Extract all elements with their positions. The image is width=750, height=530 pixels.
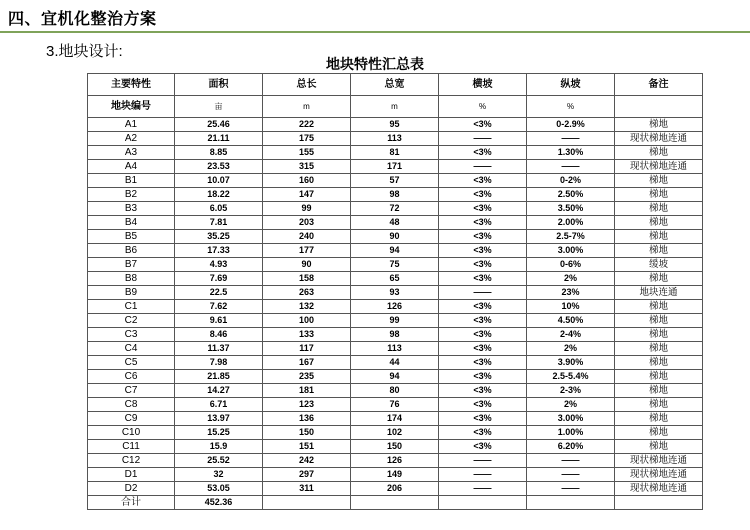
unit-row-cell: % [439, 96, 527, 118]
table-row-cell: 94 [351, 370, 439, 384]
table-row-cell: B2 [88, 188, 175, 202]
table-row-cell: 4.50% [527, 314, 615, 328]
table-row-cell: 现状梯地连通 [615, 132, 703, 146]
table-row [88, 370, 703, 384]
total-row-cell [615, 496, 703, 510]
table-row-cell: A3 [88, 146, 175, 160]
table-row-cell: 3.00% [527, 244, 615, 258]
table-row [88, 468, 703, 482]
header-row-cell: 备注 [615, 74, 703, 96]
table-row-cell: C11 [88, 440, 175, 454]
table-row-cell: 梯地 [615, 440, 703, 454]
table-row-cell: <3% [439, 300, 527, 314]
table-row-cell: 99 [263, 202, 351, 216]
table-row-cell: <3% [439, 328, 527, 342]
table-row-cell: 13.97 [175, 412, 263, 426]
table-title: 地块特性汇总表 [326, 56, 424, 72]
table-row-cell: C7 [88, 384, 175, 398]
table-row-cell: 梯地 [615, 118, 703, 132]
table-row [88, 258, 703, 272]
total-row-cell: 452.36 [175, 496, 263, 510]
table-row-cell: C8 [88, 398, 175, 412]
table-row [88, 146, 703, 160]
table-row-cell: 梯地 [615, 174, 703, 188]
unit-row-cell: % [527, 96, 615, 118]
table-row-cell: <3% [439, 342, 527, 356]
table-row-cell: 2.5-5.4% [527, 370, 615, 384]
table-row-cell: 梯地 [615, 244, 703, 258]
table-row-cell: 3.90% [527, 356, 615, 370]
total-row-cell: 合计 [88, 496, 175, 510]
total-row-cell [527, 496, 615, 510]
table-row-cell: 6.05 [175, 202, 263, 216]
table-row-cell: 11.37 [175, 342, 263, 356]
table-row-cell: <3% [439, 384, 527, 398]
total-row-cell [351, 496, 439, 510]
table-row-cell: 9.61 [175, 314, 263, 328]
table-row-cell: 2% [527, 342, 615, 356]
table-row-cell: 81 [351, 146, 439, 160]
table-row-cell: 2.00% [527, 216, 615, 230]
table-row-cell: 113 [351, 342, 439, 356]
table-row-cell: 126 [351, 454, 439, 468]
table-row-cell: 136 [263, 412, 351, 426]
table-row-cell: B6 [88, 244, 175, 258]
table-row-cell: 90 [263, 258, 351, 272]
table-row-cell: 94 [351, 244, 439, 258]
total-row [88, 496, 703, 510]
table-row [88, 132, 703, 146]
table-row [88, 482, 703, 496]
table-row-cell: 123 [263, 398, 351, 412]
table-row-cell: 171 [351, 160, 439, 174]
table-row-cell: B8 [88, 272, 175, 286]
table-row [88, 328, 703, 342]
table-row-cell: <3% [439, 118, 527, 132]
table-row-cell: 72 [351, 202, 439, 216]
table-row-cell: 113 [351, 132, 439, 146]
table-row-cell: 151 [263, 440, 351, 454]
table-row [88, 230, 703, 244]
table-row-cell: <3% [439, 356, 527, 370]
table-row-cell: 3.00% [527, 412, 615, 426]
table-row-cell: <3% [439, 412, 527, 426]
table-row-cell: 240 [263, 230, 351, 244]
table-row-cell: 90 [351, 230, 439, 244]
table-row-cell: C10 [88, 426, 175, 440]
table-row-cell: 梯地 [615, 384, 703, 398]
table-row [88, 398, 703, 412]
table-row-cell: 53.05 [175, 482, 263, 496]
table-row-cell: 2% [527, 272, 615, 286]
table-row-cell: 98 [351, 328, 439, 342]
table-row [88, 356, 703, 370]
table-row-cell: B4 [88, 216, 175, 230]
table-row-cell: 14.27 [175, 384, 263, 398]
table-row-cell: 1.00% [527, 426, 615, 440]
table-row-cell: 梯地 [615, 342, 703, 356]
table-row-cell: <3% [439, 202, 527, 216]
table-row-cell: 3.50% [527, 202, 615, 216]
table-row-cell: 0-2% [527, 174, 615, 188]
table-row-cell: 311 [263, 482, 351, 496]
table-row-cell: 155 [263, 146, 351, 160]
table-row-cell: 4.93 [175, 258, 263, 272]
table-row-cell: 181 [263, 384, 351, 398]
table-row-cell: 99 [351, 314, 439, 328]
table-row-cell: 15.25 [175, 426, 263, 440]
table-row-cell: 76 [351, 398, 439, 412]
table-row [88, 118, 703, 132]
table-row-cell: 21.85 [175, 370, 263, 384]
table-row [88, 272, 703, 286]
header-divider [0, 31, 750, 33]
table-row-cell: 57 [351, 174, 439, 188]
table-row-cell: 10.07 [175, 174, 263, 188]
table-row-cell: —— [527, 482, 615, 496]
table-row-cell: 1.30% [527, 146, 615, 160]
table-row-cell: 32 [175, 468, 263, 482]
table-row-cell: 0-6% [527, 258, 615, 272]
table-row-cell: 203 [263, 216, 351, 230]
table-row-cell: <3% [439, 146, 527, 160]
unit-row-cell: 亩 [175, 96, 263, 118]
total-row-cell [263, 496, 351, 510]
table-row [88, 300, 703, 314]
table-row-cell: 现状梯地连通 [615, 454, 703, 468]
table-row-cell: —— [439, 468, 527, 482]
table-row-cell: 梯地 [615, 216, 703, 230]
unit-row [88, 96, 703, 118]
table-row-cell: —— [439, 160, 527, 174]
table-row-cell: 75 [351, 258, 439, 272]
table-row-cell: <3% [439, 398, 527, 412]
table-row-cell: 44 [351, 356, 439, 370]
table-row-cell: <3% [439, 188, 527, 202]
table-row-cell: —— [439, 132, 527, 146]
table-row-cell: 65 [351, 272, 439, 286]
table-row-cell: 80 [351, 384, 439, 398]
table-row-cell: 17.33 [175, 244, 263, 258]
table-row-cell: —— [439, 454, 527, 468]
table-row-cell: 147 [263, 188, 351, 202]
table-row-cell: B3 [88, 202, 175, 216]
table-row-cell: —— [527, 132, 615, 146]
table-row [88, 440, 703, 454]
table-row-cell: —— [527, 160, 615, 174]
table-row-cell: 梯地 [615, 230, 703, 244]
table-row-cell: A1 [88, 118, 175, 132]
table-row-cell: <3% [439, 244, 527, 258]
table-row-cell: 167 [263, 356, 351, 370]
table-row-cell: 2.50% [527, 188, 615, 202]
table-row-cell: 100 [263, 314, 351, 328]
table-row-cell: 263 [263, 286, 351, 300]
table-row-cell: B1 [88, 174, 175, 188]
table-row-cell: 315 [263, 160, 351, 174]
table-row-cell: 10% [527, 300, 615, 314]
table-row-cell: 梯地 [615, 300, 703, 314]
table-row-cell: <3% [439, 216, 527, 230]
table-row-cell: 117 [263, 342, 351, 356]
table-row-cell: 7.69 [175, 272, 263, 286]
table-row-cell: 梯地 [615, 398, 703, 412]
table-row-cell: 98 [351, 188, 439, 202]
header-row-cell: 总长 [263, 74, 351, 96]
table-row [88, 202, 703, 216]
table-row-cell: 18.22 [175, 188, 263, 202]
unit-row-cell: m [263, 96, 351, 118]
table-row-cell: 梯地 [615, 202, 703, 216]
unit-row-cell: m [351, 96, 439, 118]
table-row-cell: C9 [88, 412, 175, 426]
table-row-cell: <3% [439, 314, 527, 328]
header-row-cell: 总宽 [351, 74, 439, 96]
table-row-cell: 15.9 [175, 440, 263, 454]
table-row-cell: 梯地 [615, 412, 703, 426]
table-row-cell: C6 [88, 370, 175, 384]
table-row-cell: 8.46 [175, 328, 263, 342]
table-row-cell: B7 [88, 258, 175, 272]
table-row-cell: —— [439, 286, 527, 300]
table-row-cell: D2 [88, 482, 175, 496]
table-row-cell: 22.5 [175, 286, 263, 300]
table-row-cell: 25.52 [175, 454, 263, 468]
table-row [88, 160, 703, 174]
table-row-cell: 132 [263, 300, 351, 314]
header-row [88, 74, 703, 96]
table-row-cell: <3% [439, 370, 527, 384]
table-row-cell: 23% [527, 286, 615, 300]
table-row-cell: 2-3% [527, 384, 615, 398]
table-row-cell: 7.98 [175, 356, 263, 370]
table-row-cell: <3% [439, 440, 527, 454]
table-row [88, 244, 703, 258]
summary-table [87, 73, 703, 510]
header-row-cell: 面积 [175, 74, 263, 96]
table-row [88, 314, 703, 328]
table-row-cell: 177 [263, 244, 351, 258]
table-row-cell: 149 [351, 468, 439, 482]
table-row-cell: <3% [439, 258, 527, 272]
table-row-cell: A4 [88, 160, 175, 174]
table-row-cell: C5 [88, 356, 175, 370]
table-row-cell: 175 [263, 132, 351, 146]
table-row [88, 286, 703, 300]
table-row-cell: 梯地 [615, 272, 703, 286]
table-row-cell: 150 [351, 440, 439, 454]
table-row-cell: B5 [88, 230, 175, 244]
table-row-cell: B9 [88, 286, 175, 300]
table-row-cell: 缓坡 [615, 258, 703, 272]
table-row-cell: 2% [527, 398, 615, 412]
table-row-cell: 35.25 [175, 230, 263, 244]
table-row-cell: 梯地 [615, 188, 703, 202]
table-row-cell: 梯地 [615, 328, 703, 342]
header-title: 四、宜机化整治方案 [8, 11, 157, 28]
table-row-cell: 126 [351, 300, 439, 314]
table-row-cell: 0-2.9% [527, 118, 615, 132]
table-row-cell: 2-4% [527, 328, 615, 342]
table-row-cell: 158 [263, 272, 351, 286]
table-row [88, 174, 703, 188]
table-row-cell: 梯地 [615, 356, 703, 370]
table-row-cell: <3% [439, 230, 527, 244]
table-row-cell: 6.71 [175, 398, 263, 412]
table-row-cell: 242 [263, 454, 351, 468]
table-row [88, 384, 703, 398]
table-row-cell: 梯地 [615, 314, 703, 328]
table-row-cell: 梯地 [615, 370, 703, 384]
table-row-cell: 现状梯地连通 [615, 468, 703, 482]
table-row-cell: C4 [88, 342, 175, 356]
table-row-cell: 23.53 [175, 160, 263, 174]
table-row [88, 412, 703, 426]
table-row-cell: 2.5-7% [527, 230, 615, 244]
table-row-cell: 235 [263, 370, 351, 384]
table-row-cell: D1 [88, 468, 175, 482]
total-row-cell [439, 496, 527, 510]
table-row-cell: <3% [439, 174, 527, 188]
header-row-cell: 纵坡 [527, 74, 615, 96]
table-row-cell: 21.11 [175, 132, 263, 146]
table-row-cell: 现状梯地连通 [615, 160, 703, 174]
table-row-cell: 206 [351, 482, 439, 496]
table-row-cell: 150 [263, 426, 351, 440]
table-row-cell: 133 [263, 328, 351, 342]
table-row-cell: 梯地 [615, 146, 703, 160]
table-row-cell: 222 [263, 118, 351, 132]
unit-row-cell: 地块编号 [88, 96, 175, 118]
section-title: 3.地块设计: [46, 43, 123, 60]
table-row-cell: —— [439, 482, 527, 496]
table-row-cell: 95 [351, 118, 439, 132]
table-row-cell: 93 [351, 286, 439, 300]
table-row-cell: <3% [439, 272, 527, 286]
table-row-cell: C3 [88, 328, 175, 342]
table-row-cell: 174 [351, 412, 439, 426]
table-row-cell: 25.46 [175, 118, 263, 132]
table-row-cell: —— [527, 454, 615, 468]
table-row-cell: 102 [351, 426, 439, 440]
table-row-cell: 48 [351, 216, 439, 230]
table-row-cell: A2 [88, 132, 175, 146]
header-row-cell: 主要特性 [88, 74, 175, 96]
table-row-cell: 7.81 [175, 216, 263, 230]
table-row-cell: 6.20% [527, 440, 615, 454]
table-row-cell: —— [527, 468, 615, 482]
table-row-cell: C1 [88, 300, 175, 314]
table-row-cell: 160 [263, 174, 351, 188]
header-row-cell: 横坡 [439, 74, 527, 96]
table-row-cell: 297 [263, 468, 351, 482]
table-row-cell: 地块连通 [615, 286, 703, 300]
table-row-cell: 8.85 [175, 146, 263, 160]
table-row-cell: 7.62 [175, 300, 263, 314]
table-row [88, 342, 703, 356]
unit-row-cell [615, 96, 703, 118]
table-row [88, 188, 703, 202]
table-row-cell: <3% [439, 426, 527, 440]
table-row-cell: C2 [88, 314, 175, 328]
table-row-cell: C12 [88, 454, 175, 468]
table-row-cell: 现状梯地连通 [615, 482, 703, 496]
table-row-cell: 梯地 [615, 426, 703, 440]
table-row [88, 216, 703, 230]
table-row [88, 454, 703, 468]
table-row [88, 426, 703, 440]
